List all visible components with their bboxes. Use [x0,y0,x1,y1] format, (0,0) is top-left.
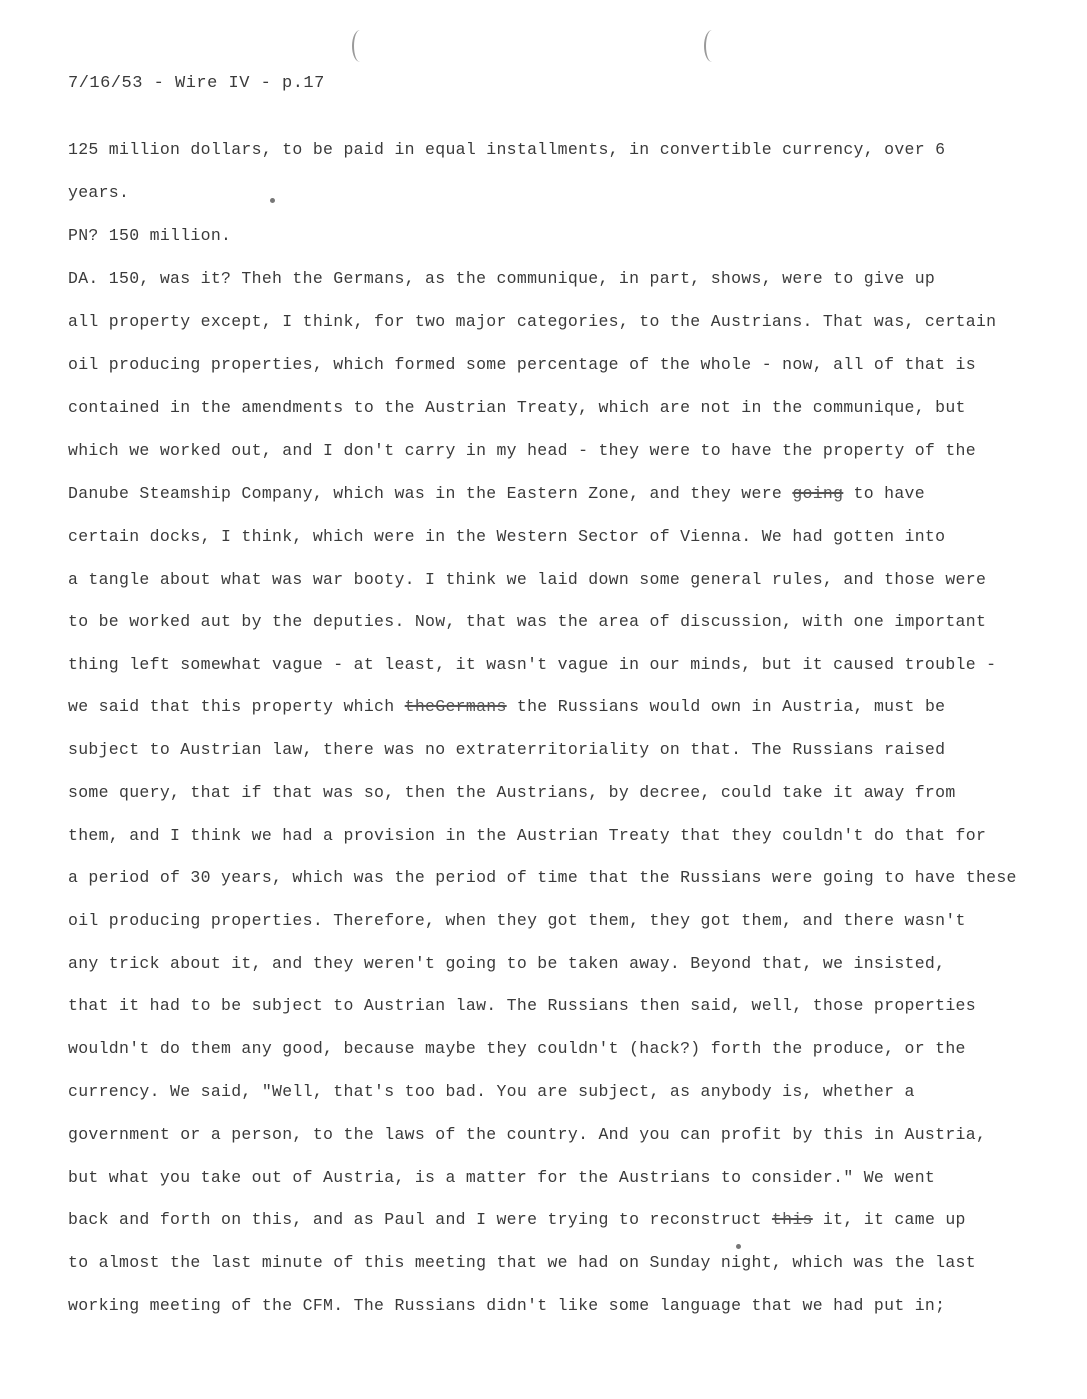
text-line: that it had to be subject to Austrian law. The Russians then said, well, those properties [68,996,976,1015]
text-line: contained in the amendments to the Austrian Treaty, which are not in the communique, but [68,398,966,417]
text-segment: back and forth on this, and as Paul and I were trying to reconstruct [68,1210,762,1229]
punch-hole-mark [704,30,720,62]
text-line: to be worked aut by the deputies. Now, that was the area of discussion, with one important [68,612,987,631]
text-line: which we worked out, and I don't carry in my head - they were to have the property of the [68,441,976,460]
text-line: PN? 150 million. [68,226,232,245]
text-line: a tangle about what was war booty. I think we laid down some general rules, and those were [68,570,987,589]
text-segment: we said that this property which [68,697,395,716]
struck-word: this [771,1210,813,1229]
text-line: 125 million dollars, to be paid in equal installments, in convertible currency, over 6 [68,140,946,159]
text-segment: Danube Steamship Company, which was in the Eastern Zone, and they were [68,484,783,503]
text-line: government or a person, to the laws of the country. And you can profit by this in Austria, [68,1125,987,1144]
text-segment: it, it came up [812,1210,966,1229]
text-line: a period of 30 years, which was the period of time that the Russians were going to have these [68,868,1017,887]
text-line [68,1210,966,1229]
text-line: working meeting of the CFM. The Russians didn't like some language that we had put in; [68,1296,946,1315]
page-header: 7/16/53 - Wire IV - p.17 [68,74,325,93]
text-line: wouldn't do them any good, because maybe they couldn't (hack?) forth the produce, or the [68,1039,966,1058]
text-line: some query, that if that was so, then the Austrians, by decree, could take it away from [68,783,956,802]
ink-speck [270,198,275,203]
text-line [68,484,925,503]
text-line: DA. 150, was it? Theh the Germans, as the communique, in part, shows, were to give up [68,269,936,288]
text-line: but what you take out of Austria, is a matter for the Austrians to consider." We went [68,1168,936,1187]
text-segment: the Russians would own in Austria, must be [506,697,946,716]
ink-speck [736,1244,741,1249]
text-segment: to have [843,484,925,503]
text-line [68,697,945,716]
text-line: thing left somewhat vague - at least, it wasn't vague in our minds, but it caused trouble - [68,655,997,674]
text-line: years. [68,183,130,202]
text-line: any trick about it, and they weren't going to be taken away. Beyond that, we insisted, [68,954,946,973]
struck-word: theGermans [404,697,507,716]
text-line: certain docks, I think, which were in the Western Sector of Vienna. We had gotten into [68,527,946,546]
text-line: to almost the last minute of this meeting that we had on Sunday night, which was the last [68,1253,976,1272]
punch-hole-mark [352,30,368,62]
text-line: all property except, I think, for two major categories, to the Austrians. That was, certain [68,312,997,331]
text-line: oil producing properties, which formed some percentage of the whole - now, all of that is [68,355,976,374]
text-line: oil producing properties. Therefore, when they got them, they got them, and there wasn't [68,911,966,930]
struck-word: going [792,484,844,503]
text-line: them, and I think we had a provision in the Austrian Treaty that they couldn't do that for [68,826,987,845]
text-line: subject to Austrian law, there was no extraterritoriality on that. The Russians raised [68,740,946,759]
text-line: currency. We said, "Well, that's too bad. You are subject, as anybody is, whether a [68,1082,915,1101]
